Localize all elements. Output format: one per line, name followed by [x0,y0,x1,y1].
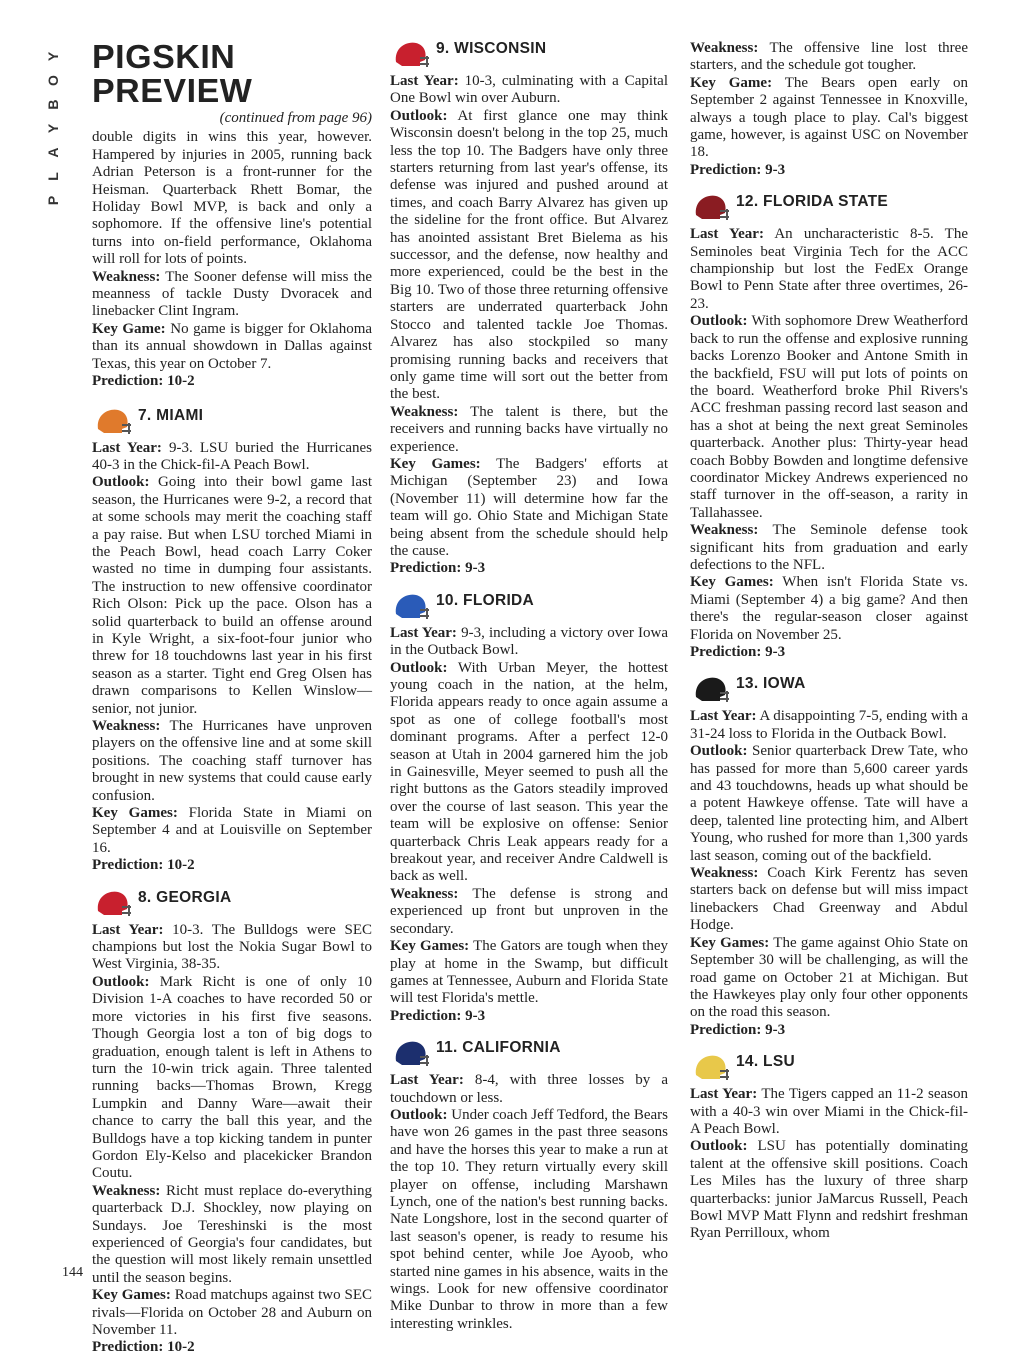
key-games-label: Key Games: [390,938,470,955]
outlook-label: Outlook: [92,973,150,990]
helmet-icon [390,38,430,72]
outlook-label: Outlook: [92,474,150,491]
team-key-games: The Badgers' efforts at Michigan (September 23) and Iowa (November 11) will determine how far the team will go. Ohio State and Michigan State being absent from the schedule should help the cause. [390,455,668,559]
weakness-label: Weakness: [690,865,759,882]
team-last-year: 10-3, culminating with a Capital One Bowl win over Auburn. [390,73,669,107]
outlook-label: Outlook: [690,743,748,760]
team-miami [92,407,372,439]
sidebar-letter: Y [45,122,61,134]
helmet-icon [690,1051,730,1085]
team-heading: 10. FLORIDA [436,591,535,609]
key-games-label: Key Games: [690,574,774,591]
team-weakness: The defense is strong and experienced up front but unproven in the secondary. [390,885,668,937]
team-key-games: The Gators are tough when they play at home in the Swamp, but difficult games at Tennessee, Auburn and Florida State will test Florida's mettle. [390,938,669,1007]
column-2 [390,40,668,1333]
column-1 [92,40,372,1357]
team-heading: 11. CALIFORNIA [436,1039,561,1057]
sidebar-letter: O [45,74,61,86]
prediction-label: Prediction: [690,1021,762,1038]
last-year-label: Last Year: [92,921,164,938]
sidebar-letter: B [45,98,61,110]
team-prediction: 10-2 [167,857,195,874]
team-prediction: 9-3 [465,560,486,577]
outlook-label: Outlook: [390,659,448,676]
last-year-label: Last Year: [690,1086,758,1103]
key-games-label: Key Games: [390,455,481,472]
prediction-label: Prediction: [690,644,762,660]
sidebar-letter: Y [45,50,61,62]
last-year-label: Last Year: [92,439,162,456]
key-game-label: Key Game: [92,320,166,337]
page-number: 144 [62,1265,83,1280]
team-iowa [690,675,968,707]
last-year-label: Last Year: [690,708,757,725]
team-last-year: 8-4, with three losses by a touchdown or less. [390,1072,669,1106]
helmet-icon [92,887,132,921]
continued-note: (continued from page 96) [219,110,372,126]
last-year-label: Last Year: [690,226,764,243]
team-heading: 12. FLORIDA STATE [736,193,889,211]
last-year-label: Last Year: [390,73,459,89]
prediction-label: Prediction: [690,161,762,178]
team-heading: 7. MIAMI [138,406,204,424]
team-outlook: At first glance one may think Wisconsin doesn't belong in the top 25, much less the top 10. The Badgers have only three starters returning from last year's offense, its defense was injured and pushed around at times, and coach Barry Alvarez has given up the sideline for the front office. But Alvarez has anointed assistant Bret Bielema as his successor, and the defense, now healthy and more experienced, could be the best in the Big 10. Two of those three returning offensive starters are underrated quarterback John Stocco and talented tackle Joe Thomas. Alvarez has also stockpiled so many promising running backs and receivers that only game time will sort out the better from the best. [390,107,668,403]
outlook-label: Outlook: [690,313,748,330]
team-wisconsin [390,40,668,72]
team-prediction: 10-2 [167,1339,195,1356]
helmet-icon [92,405,132,439]
intro-text: double digits in wins this year, however. Hampered by injuries in 2005, running back Adrian Peterson is a front-runner for the Heisman. Quarterback Rhett Bomar, the Holiday Bowl MVP, is back and only a sophomore. If the offensive line's potential turns into on-field performance, Oklahoma will roll for lots of points. [92,129,372,268]
team-florida-state [690,193,968,225]
prediction-label: Prediction: [92,857,164,874]
team-key-games: When isn't Florida State vs. Miami (September 4) a big game? And then there's the regular-season closer against Florida on November 25. [690,574,968,643]
team-outlook: Under coach Jeff Tedford, the Bears have won 26 games in the past three seasons and have the horses this year to make a run at the top 10. They return virtually every skill player on offense, including Marshawn Lynch, one of the nation's best running backs. Nate Longshore, lost in the second quarter of last season's opener, is ready to resume his spot behind center, while Joe Ayoob, who started nine games in his absence, waits in the wings. Look for new offensive coordinator Mike Dunbar to throw in more than a few interesting wrinkles. [390,1106,668,1332]
team-outlook: LSU has potentially dominating talent at the offensive skill positions. Coach Les Miles has the luxury of three sharp quarterbacks: junior JaMarcus Russell, Peach Bowl MVP Matt Flynn and redshirt freshman Ryan Perrilloux, whom [690,1138,968,1242]
team-weakness: The Hurricanes have unproven players on the offensive line and at some skill positions. The coaching staff turnover has brought in new systems that could cause early confusion. [92,718,372,804]
sidebar-playboy [44,42,62,212]
team-key-game: The Bears open early on September 2 against Tennessee in Knoxville, always a tough place to play. Cal's biggest game, however, is against USC on November 18. [690,74,969,161]
weakness-label: Weakness: [390,403,459,420]
sidebar-letter: P [45,194,61,206]
team-prediction: 9-3 [765,644,786,660]
team-weakness: The Seminole defense took significant hits from graduation and early defections to the NFL. [690,522,968,573]
team-prediction: 9-3 [765,161,786,178]
team-outlook: Going into their bowl game last season, the Hurricanes were 9-2, a record that at some schools may merit the coaching staff a pay raise. But when LSU torched Miami in the Peach Bowl, head coach Larry Coker wasted no time in dumping four assistants. The instruction to new offensive coordinator Rich Olson: Pick up the pace. Olson has a solid quarterback to build an offense around in Kyle Wright, a six-foot-four junior who threw for 18 touchdowns last year in his first season as a starter. Tight end Greg Olsen has drawn comparisons to Kellen Winslow—senior, not junior. [92,474,373,717]
team-outlook: With sophomore Drew Weatherford back to run the offense and explosive running backs Lorenzo Booker and Antone Smith in the backfield, FSU will put lots of points on the board. Weatherford broke Phil Rivers's ACC freshman passing record last season and has a shot at being the next great Seminoles quarterback. Another plus: Thirty-year head coach Bobby Bowden and longtime defensive coordinator Mickey Andrews experienced no staff turnover in the off-season, a rarity in Tallahassee. [690,313,968,521]
team-florida [390,592,668,624]
sidebar-letter: L [45,171,61,181]
weakness-label: Weakness: [390,885,459,902]
prediction-label: Prediction: [390,1007,462,1024]
last-year-label: Last Year: [390,624,457,641]
team-weakness: Coach Kirk Ferentz has seven starters back on defense but will miss impact linebackers Chad Greenway and Abdul Hodge. [690,865,969,934]
key-games-label: Key Games: [92,1287,171,1304]
team-weakness: Richt must replace do-everything quarterback D.J. Shockley, now playing on Sundays. Joe Tereshinski is the most experienced of Georgia's four candidates, but the question will most likely remain unsettled until the season begins. [92,1182,372,1286]
team-heading: 8. GEORGIA [138,888,232,906]
outlook-label: Outlook: [390,107,448,124]
team-outlook: Senior quarterback Drew Tate, who has passed for more than 5,600 career yards and 43 touchdowns, heads up what should be a potent Hawkeye offense. Tate will have a deep, talented line protecting him, and Albert Young, who rushed for more than 1,300 yards last season, coming out of the backfield. [690,743,969,864]
weakness-label: Weakness: [92,1182,161,1199]
team-last-year: 9-3. LSU buried the Hurricanes 40-3 in the Chick-fil-A Peach Bowl. [92,439,373,473]
weakness-label: Weakness: [690,40,759,56]
team-last-year: A disappointing 7-5, ending with a 31-24 loss to Florida in the Outback Bowl. [690,708,968,742]
prediction-label: Prediction: [92,1339,164,1356]
team-last-year: The Tigers capped an 11-2 season with a 40-3 win over Miami in the Chick-fil-A Peach Bowl. [690,1086,969,1137]
prediction-label: Prediction: [390,560,462,577]
weakness-label: Weakness: [92,718,161,734]
key-games-label: Key Games: [690,934,770,951]
team-key-games: The game against Ohio State on September 30 will be challenging, as will the road game on October 21 at Michigan. But the Hawkeyes play only four other opponents on the road this season. [690,934,968,1021]
team-weakness: The offensive line lost three starters, and the schedule got tougher. [690,40,968,74]
page-title: PIGSKIN PREVIEW [92,38,253,109]
team-last-year: 10-3. The Bulldogs were SEC champions but lost the Nokia Sugar Bowl to West Virginia, 38-35. [92,921,373,973]
team-heading: 9. WISCONSIN [436,40,547,57]
intro-weakness: The Sooner defense will miss the meanness of tackle Dusty Dvoracek and linebacker Clint Ingram. [92,268,372,320]
team-key-games: Florida State in Miami on September 4 and at Louisville on September 16. [92,805,373,856]
prediction-label: Prediction: [92,373,164,390]
team-heading: 14. LSU [736,1053,795,1071]
team-georgia [92,889,372,921]
team-last-year: 9-3, including a victory over Iowa in the Outback Bowl. [390,624,669,659]
team-weakness: The talent is there, but the receivers and running backs have virtually no experience. [390,403,668,455]
helmet-icon [390,590,430,624]
team-prediction: 9-3 [465,1007,486,1024]
intro-prediction: 10-2 [167,373,195,390]
team-heading: 13. IOWA [736,675,806,693]
helmet-icon [690,191,730,225]
team-outlook: Mark Richt is one of only 10 Division 1-A coaches to have recorded 50 or more victories in his first five seasons. Though Georgia lost a ton of big dogs to graduation, enough talent is left in Athens to turn the 10-win trick again. Three talented running backs—Thomas Brown, Kregg Lumpkin and Danny Ware—await their chance to carry the ball this year, and the Bulldogs have a top kicking tandem in punter Gordon Ely-Kelso and placekicker Brandon Coutu. [92,973,372,1182]
weakness-label: Weakness: [690,522,759,539]
helmet-icon [390,1037,430,1071]
key-game-label: Key Game: [690,74,773,91]
intro-key-game: No game is bigger for Oklahoma than its annual showdown in Dallas against Texas, this year on October 7. [92,320,373,372]
weakness-label: Weakness: [92,268,161,285]
team-outlook: With Urban Meyer, the hottest young coach in the nation, at the helm, Florida appears ready to once again assume a spot as one of college football's most dominant programs. After a perfect 12-0 season at Utah in 2004 garnered him the job in Gainesville, Meyer seemed to push all the right buttons as the Gators steadily improved over the course of last season. This year the team will be explosive on offense: Senior quarterback Chris Leak appears ready for a breakout year, and receiver Andre Caldwell is back as well. [390,659,669,885]
sidebar-letter: A [45,146,61,158]
outlook-label: Outlook: [390,1106,448,1123]
outlook-label: Outlook: [690,1138,748,1155]
column-3 [690,40,968,1243]
key-games-label: Key Games: [92,805,178,822]
team-prediction: 9-3 [765,1021,786,1038]
team-key-games: Road matchups against two SEC rivals—Florida on October 28 and Auburn on November 11. [92,1287,373,1338]
team-lsu [690,1053,968,1085]
team-california [390,1039,668,1071]
last-year-label: Last Year: [390,1072,464,1089]
team-last-year: An uncharacteristic 8-5. The Seminoles beat Virginia Tech for the ACC championship but lost the FedEx Orange Bowl to Penn State after three overtimes, 26-23. [690,226,968,312]
helmet-icon [690,673,730,707]
